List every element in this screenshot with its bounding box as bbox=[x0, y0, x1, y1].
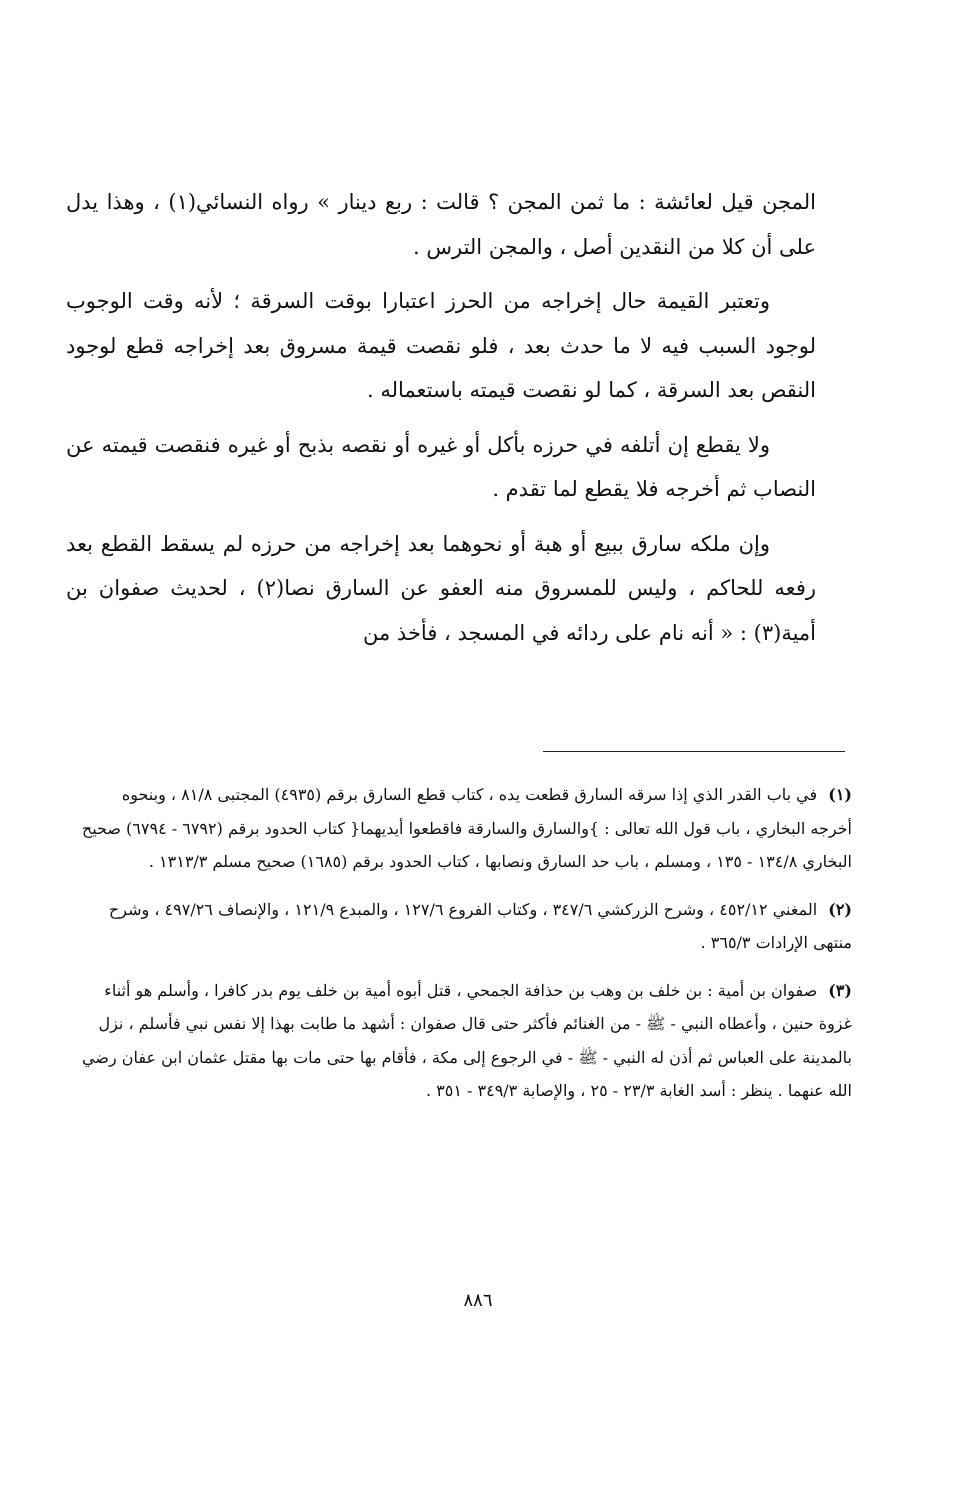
body-paragraph-2: وتعتبر القيمة حال إخراجه من الحرز اعتبارا بوقت السرقة ؛ لأنه وقت الوجوب لوجود السبب فيه لا ما حدث بعد ، فلو نقصت قيمة مسروق بعد إخراجه قطع لوجود النقص بعد السرقة ، كما لو نقصت قيمته باستعماله . bbox=[66, 289, 816, 402]
footnote-3-marker: (٣) bbox=[828, 980, 852, 1000]
body-paragraph-1: المجن قيل لعائشة : ما ثمن المجن ؟ قالت : ربع دينار » رواه النسائي(١) ، وهذا يدل على أن كلا من النقدين أصل ، والمجن الترس . bbox=[66, 190, 816, 259]
footnote-3-text: صفوان بن أمية : بن خلف بن وهب بن حذافة الجمحي ، قتل أبوه أمية بن خلف يوم بدر كافرا ، وأسلم هو أثناء غزوة حنين ، وأعطاه النبي - ﷺ - من الغنائم فأكثر حتى قال صفوان : أشهد ما طابت بهذا إلا نفس نبي فأسلم ، نزل بالمدينة على العباس ثم أذن له النبي - ﷺ - في الرجوع إلى مكة ، فأقام بها حتى مات بها مقتل عثمان ابن عفان رضي الله عنهما . ينظر : أسد الغابة ٢٣/٣ - ٢٥ ، والإصابة ٣٤٩/٣ - ٣٥١ . bbox=[82, 980, 852, 1100]
footnotes-section bbox=[80, 778, 852, 1122]
main-body-text bbox=[66, 180, 816, 665]
footnote-1-marker: (١) bbox=[828, 785, 852, 804]
footnote-1 bbox=[80, 778, 852, 879]
footnote-2 bbox=[80, 893, 852, 960]
page-number: ٨٨٦ bbox=[463, 1290, 493, 1311]
footnote-2-text: المغني ٤٥٢/١٢ ، وشرح الزركشي ٣٤٧/٦ ، وكتاب الفروع ١٢٧/٦ ، والمبدع ١٢١/٩ ، والإنصاف ٤٩٧/٢٦ ، وشرح منتهى الإرادات ٣٦٥/٣ . bbox=[108, 899, 852, 952]
footnote-3 bbox=[80, 974, 852, 1108]
body-paragraph-4: وإن ملكه سارق ببيع أو هبة أو نحوهما بعد إخراجه من حرزه لم يسقط القطع بعد رفعه للحاكم ، وليس للمسروق منه العفو عن السارق نصا(٢) ، لحديث صفوان بن أمية(٣) : « أنه نام على ردائه في المسجد ، فأخذ من bbox=[66, 531, 816, 645]
body-paragraph-3: ولا يقطع إن أتلفه في حرزه بأكل أو غيره أو نقصه بذبح أو غيره فنقصت قيمته عن النصاب ثم أخرجه فلا يقطع لما تقدم . bbox=[66, 432, 816, 501]
footnote-1-text: في باب القدر الذي إذا سرقه السارق قطعت يده ، كتاب قطع السارق برقم (٤٩٣٥) المجتبى ٨١/٨ ، وبنحوه أخرجه البخاري ، باب قول الله تعالى : }والسارق والسارقة فاقطعوا أيديهما{ كتاب الحدود برقم (٦٧٩٢ - ٦٧٩٤) صحيح البخاري ١٣٤/٨ - ١٣٥ ، ومسلم ، باب حد السارق ونصابها ، كتاب الحدود برقم (١٦٨٥) صحيح مسلم ١٣١٣/٣ . bbox=[81, 785, 852, 871]
footnote-separator-line bbox=[543, 751, 845, 752]
footnote-2-marker: (٢) bbox=[828, 899, 852, 919]
